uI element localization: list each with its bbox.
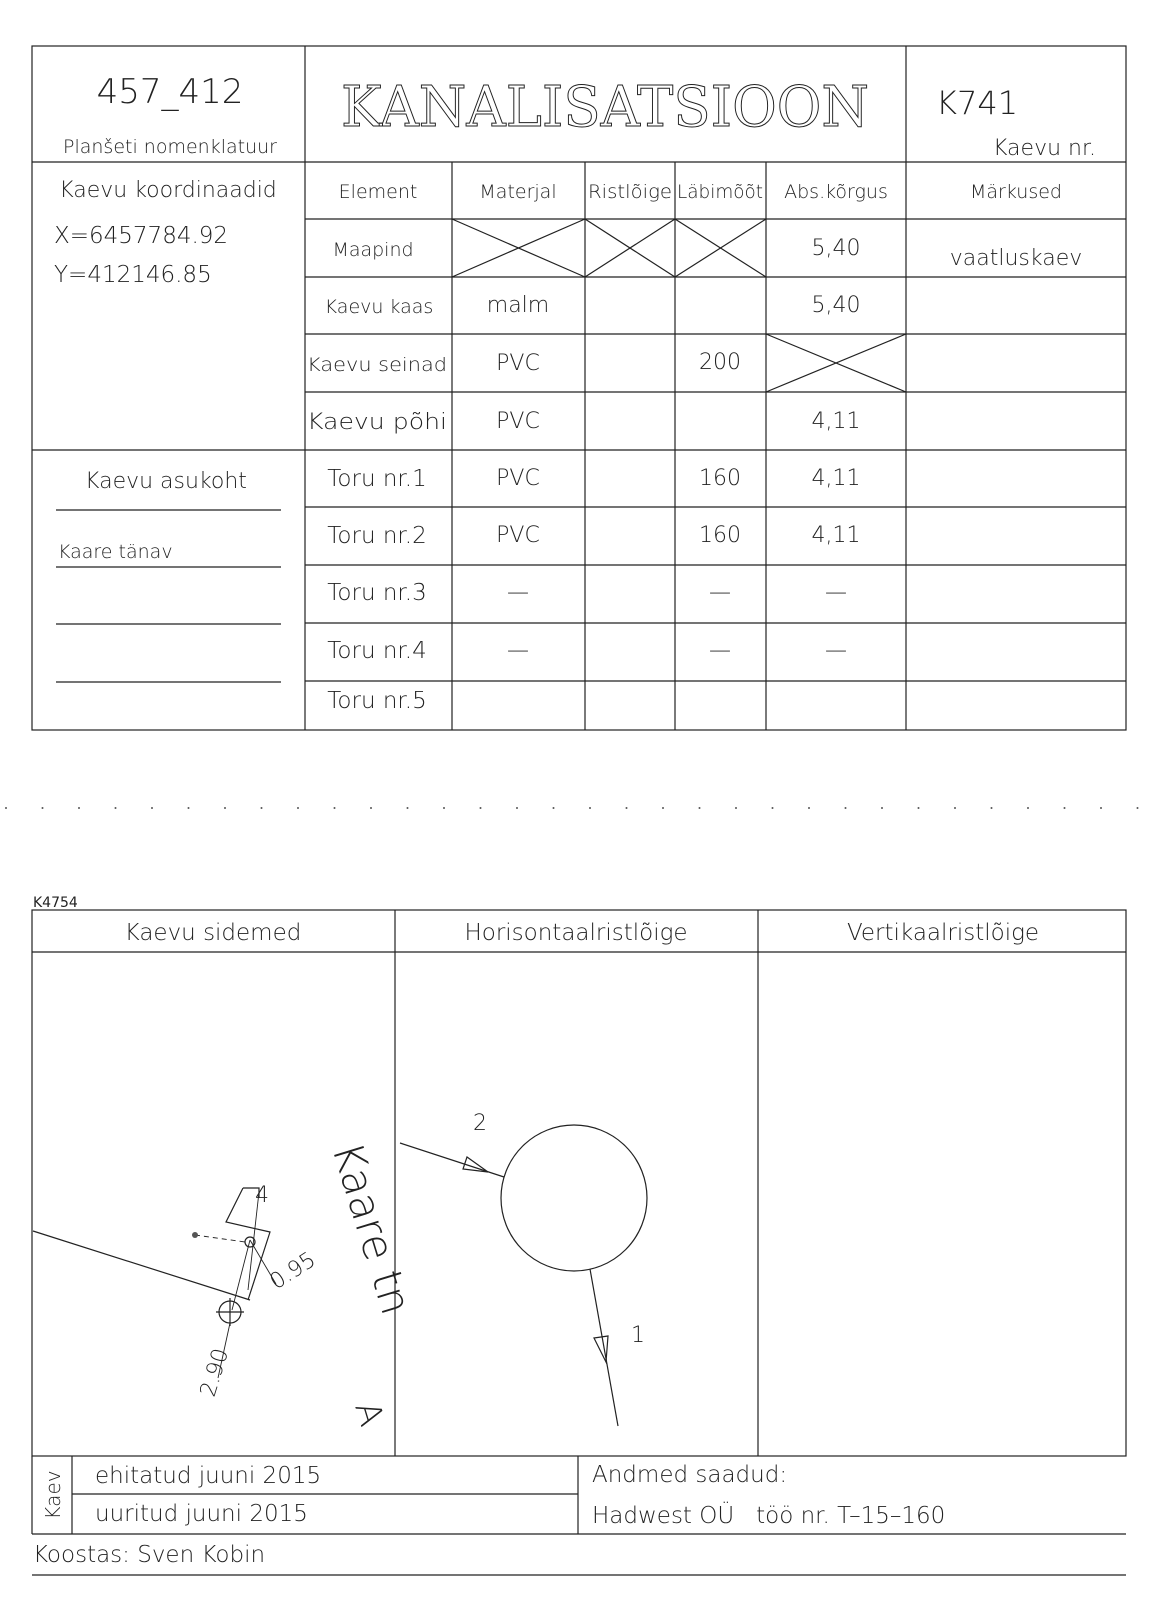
separator-dot (370, 807, 372, 809)
table-header-row (339, 181, 1062, 203)
separator-dot (881, 807, 883, 809)
horizontal-section-drawing (400, 1111, 647, 1426)
plan-label: Planšeti nomenklatuur (63, 136, 277, 158)
plan-number: 457_412 (96, 72, 244, 112)
row-height: — (825, 638, 847, 663)
location-title: Kaevu asukoht (85, 469, 247, 494)
separator-dot (553, 807, 555, 809)
col-header-notes: Märkused (970, 181, 1062, 203)
row-height: 4,11 (811, 466, 861, 491)
separator-dot (480, 807, 482, 809)
row-diameter: — (709, 638, 731, 663)
row-height: — (825, 580, 847, 605)
separator-dot (115, 807, 117, 809)
panel-title-horizontal-section: Horisontaalristlõige (464, 920, 688, 946)
separator-dot (261, 807, 263, 809)
well-number: K741 (936, 84, 1019, 122)
well-label: Kaevu nr. (993, 136, 1096, 161)
document-title: KANALISATSIOON (341, 75, 869, 140)
separator-dot (954, 807, 956, 809)
separator-dot (1064, 807, 1066, 809)
row-height: 4,11 (811, 523, 861, 548)
row-element: Toru nr.5 (327, 688, 427, 714)
row-material: malm (486, 293, 550, 318)
renewed-date: uuritud juuni 2015 (95, 1501, 308, 1527)
pipe-1-label: 1 (631, 1323, 645, 1348)
coords-title: Kaevu koordinaadid (59, 178, 277, 203)
marker-4: 4 (255, 1183, 269, 1208)
separator-dot (78, 807, 80, 809)
separator-dot (5, 807, 7, 809)
panel-title-well-links: Kaevu sidemed (124, 920, 302, 946)
location-line-1: Kaare tänav (58, 541, 173, 563)
table-row (332, 236, 1082, 271)
separator-dot (699, 807, 701, 809)
row-height: 5,40 (811, 293, 861, 318)
separator-dot (808, 807, 810, 809)
page-separator (5, 807, 1139, 809)
row-material: — (507, 638, 529, 663)
well-data-table (32, 46, 1126, 730)
separator-dot (772, 807, 774, 809)
separator-dot (589, 807, 591, 809)
separator-dot (334, 807, 336, 809)
table-row (327, 466, 860, 492)
pipe-1-line (590, 1269, 618, 1426)
survey-point (192, 1232, 198, 1238)
separator-dot (845, 807, 847, 809)
row-element: Toru nr.3 (327, 580, 427, 606)
author: Koostas: Sven Kobin (33, 1542, 266, 1568)
letter-a: A (346, 1396, 392, 1431)
col-header-material: Materjal (479, 181, 557, 203)
row-material: PVC (496, 351, 540, 376)
site-sketch (33, 1137, 421, 1431)
diagram-panels (32, 895, 1126, 1456)
row-material: PVC (496, 409, 540, 434)
row-material: — (507, 580, 529, 605)
row-diameter: 200 (699, 350, 741, 375)
separator-dot (991, 807, 993, 809)
dimension-095: 0.95 (265, 1247, 321, 1296)
table-row (307, 350, 741, 376)
table-row (327, 638, 847, 664)
row-element: Kaevu kaas (324, 296, 434, 318)
street-label: Kaare tn (322, 1136, 422, 1321)
separator-dot (188, 807, 190, 809)
col-header-diameter: Läbimõõt (677, 181, 763, 203)
col-header-element: Element (338, 181, 418, 203)
pipe-2-label: 2 (473, 1111, 487, 1136)
separator-dot (662, 807, 664, 809)
pipe-1-arrow-icon (594, 1336, 608, 1362)
row-element: Toru nr.1 (327, 466, 427, 492)
well-cross-section-circle (501, 1125, 647, 1271)
pipe-2-line (400, 1143, 504, 1177)
separator-dot (1137, 807, 1139, 809)
row-diameter: 160 (699, 523, 741, 548)
row-element: Toru nr.4 (327, 638, 427, 664)
source-label: Andmed saadud: (592, 1462, 788, 1488)
table-row (327, 580, 847, 606)
coord-y: Y=412146.85 (54, 262, 212, 288)
row-diameter: 160 (699, 466, 741, 491)
separator-dot (151, 807, 153, 809)
table-row (325, 293, 861, 318)
table-row (327, 523, 860, 549)
coord-x: X=6457784.92 (54, 223, 229, 249)
row-diameter: — (709, 580, 731, 605)
separator-dot (735, 807, 737, 809)
table-row (327, 688, 426, 714)
row-notes: vaatluskaev (949, 246, 1083, 271)
separator-dot (297, 807, 299, 809)
side-label-kaev: Kaev (41, 1470, 65, 1520)
row-element: Kaevu seinad (307, 354, 447, 376)
col-header-cross-section: Ristlõige (588, 181, 672, 203)
road-edge-line (33, 1231, 250, 1300)
row-element: Kaevu põhi (307, 410, 447, 435)
built-date: ehitatud juuni 2015 (95, 1463, 322, 1489)
table-row (307, 409, 860, 435)
separator-dot (407, 807, 409, 809)
row-element: Maapind (332, 239, 414, 261)
separator-dot (1027, 807, 1029, 809)
row-height: 4,11 (811, 409, 861, 434)
col-header-abs-height: Abs.kõrgus (784, 181, 888, 203)
source-value: Hadwest OÜ töö nr. T–15–160 (592, 1503, 946, 1529)
separator-dot (42, 807, 44, 809)
separator-dot (443, 807, 445, 809)
separator-dot (626, 807, 628, 809)
row-material: PVC (496, 466, 540, 491)
row-material: PVC (496, 523, 540, 548)
separator-dot (918, 807, 920, 809)
footer-block (32, 1456, 1126, 1575)
separator-dot (516, 807, 518, 809)
separator-dot (224, 807, 226, 809)
panel-title-vertical-section: Vertikaalristlõige (846, 920, 1040, 946)
row-element: Toru nr.2 (327, 523, 427, 549)
dimension-290: 2.90 (195, 1345, 235, 1400)
row-height: 5,40 (811, 236, 861, 261)
reference-code: K4754 (33, 895, 78, 911)
separator-dot (1100, 807, 1102, 809)
